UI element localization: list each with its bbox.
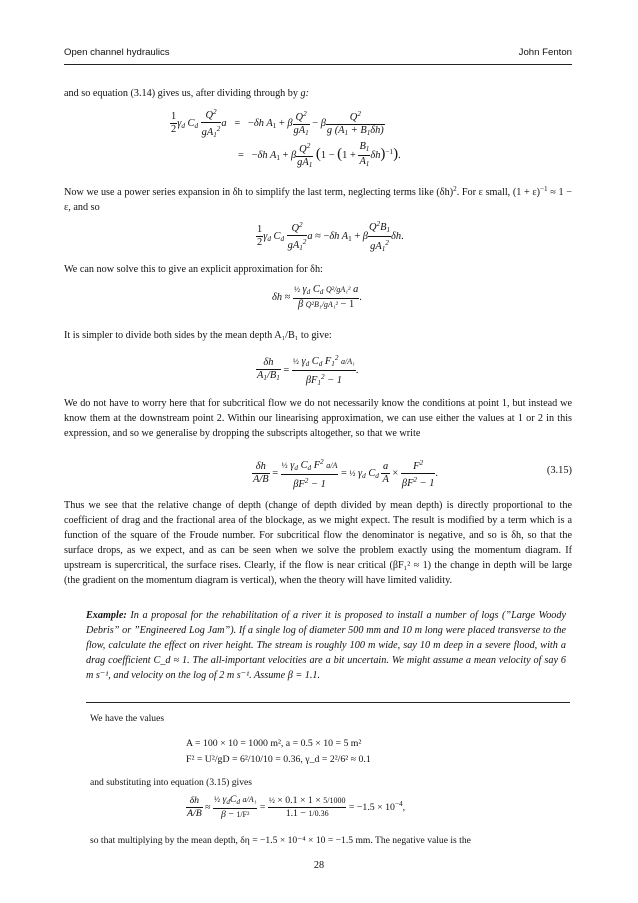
equation-linearised: $\frac{1}{2}$ $\gamma_d$ $C_d$ $\frac{Q^2}{gA_1^2}$ a ≈ −δh $A_1 + \beta$ $\frac{Q^2B_1}{gA_1^2}$ δh. bbox=[257, 220, 404, 253]
solution-intro: We have the values bbox=[90, 713, 165, 724]
equation-number: (3.15) bbox=[546, 465, 572, 476]
running-header-author: John Fenton bbox=[518, 47, 572, 58]
solution-equation-froude: F² = U²/gD = 6²/10/10 = 0.36, γ_d = 2²/6² ≈ 0.1 bbox=[186, 754, 371, 765]
equation-delta-h: δh ≈ $\frac{\frac{1}{2} \gamma_d C_d Q^2/gA_1^2 a}{\text{β Q²B₁/gA₁² − 1}}$ . bbox=[272, 284, 362, 310]
running-header-title: Open channel hydraulics bbox=[64, 47, 170, 58]
equation-3-14-expanded: $\frac{1}{2}$ $\gamma_d$ $C_d$ $\frac{Q^2}{gA_1^2}$ a = −δh $A_1 + \beta$ $\frac{Q^2}{gA_1}$ − β $\frac{Q^2}{g (A_1 + B_1\delta h)}$ bbox=[171, 108, 384, 139]
solution-conclusion: so that multiplying by the mean depth, δη = −1.5 × 10⁻⁴ × 10 = −1.5 mm. The negative value is the bbox=[90, 835, 471, 846]
paragraph-series-expansion: Now we use a power series expansion in δh to simplify the last term, neglecting terms like $(\delta h)^2$. For ε small, $(1 + \varepsilon)^{-1} \approx 1 - \varepsilon$, and so bbox=[64, 185, 572, 213]
paragraph-intro: and so equation (3.14) gives us, after dividing through by g: bbox=[64, 88, 310, 99]
solution-equation-result: $\frac{\delta h}{A/B}$ ≈ $\frac{\frac{1}{2} \gamma_dC_d a/A_1}{\text{β − 1/F²}}$ = $\frac{\text{½ × 0.1 × 1 × 5/1000}}{1.1 - 1/0.36}$ = $-1.5 \times 10^{-4}$, bbox=[187, 794, 406, 820]
example-text: In a proposal for the rehabilitation of a river it is proposed to install a number of logs (”Large Woody Debris” or ”Engineered Log Jam”). If a single log of diameter 500 mm and 10 m long were placed transverse to the flow, calculate the effect on river height. The stream is roughly 100 m wide, say 10 m deep in a severe flood, with a drag coefficient C_d ≈ 1. The all-important velocities are a bit uncertain. We might assume a mean velocity of say 6 m s⁻¹, and velocity on the log of 2 m s⁻¹. Assume β = 1.1. bbox=[86, 610, 566, 681]
equation-3-14-factored: = −δh $A_1 + \beta$ $\frac{Q^2}{gA_1}$ (1 − (1 + $\frac{B_1}{A_1}$ δh)$^{-1}$). bbox=[238, 141, 401, 169]
equation-relative-depth-1: $\frac{\delta h}{A_1/B_1}$ = $\frac{\frac{1}{2} \gamma_d C_d F_1^2 a/A_1}{\beta F_1^2 - 1}$ . bbox=[257, 354, 359, 387]
equation-3-15: $\frac{\delta h}{A/B}$ = $\frac{\frac{1}{2} \gamma_d C_d F^2 a/A}{\beta F^2 - 1}$ = ½ $\gamma_d$ $C_d$ $\frac{a}{A}$ × $\frac{F^2}{\beta F^2 - 1}$ . bbox=[253, 458, 439, 490]
paragraph-explicit-approx: We can now solve this to give an explicit approximation for δh: bbox=[64, 264, 323, 275]
paragraph-generalise: We do not have to worry here that for subcritical flow we do not necessarily know the conditions at point 1, but instead we know them at the downstream point 2. Within our linearising approximation, we can use either the values at 1 or 2 in this expression, and so we generalise by dropping the subscripts altogether, so that we write bbox=[64, 398, 572, 439]
example-problem bbox=[86, 608, 566, 683]
page-number: 28 bbox=[313, 860, 325, 871]
solution-equation-area: A = 100 × 10 = 1000 m², a = 0.5 × 10 = 5 m² bbox=[186, 738, 362, 749]
solution-substituting: and substituting into equation (3.15) gives bbox=[90, 777, 253, 788]
solution-box-top-rule bbox=[86, 702, 570, 703]
example-label: Example: bbox=[86, 610, 127, 621]
paragraph-discussion: Thus we see that the relative change of depth (change of depth divided by mean depth) is directly proportional to the coefficient of drag and the fractional area of the blockage, as we might expect. The result is modified by a term which is a function of the square of the Froude number. For subcritical flow the denominator is negative, and so is δh, so that the surface drops, as we expect, and as can be seen when we solve the problem exactly using the momentum diagram. If upstream is supercritical, the surface rises. Clearly, if the flow is near critical (βF₁² ≈ 1) the change in depth will be large (the gradient on the momentum diagram is vertical), when the theory will have limited validity. bbox=[64, 500, 572, 586]
header-rule bbox=[64, 64, 572, 65]
paragraph-mean-depth: It is simpler to divide both sides by the mean depth A₁/B₁ to give: bbox=[64, 330, 332, 341]
